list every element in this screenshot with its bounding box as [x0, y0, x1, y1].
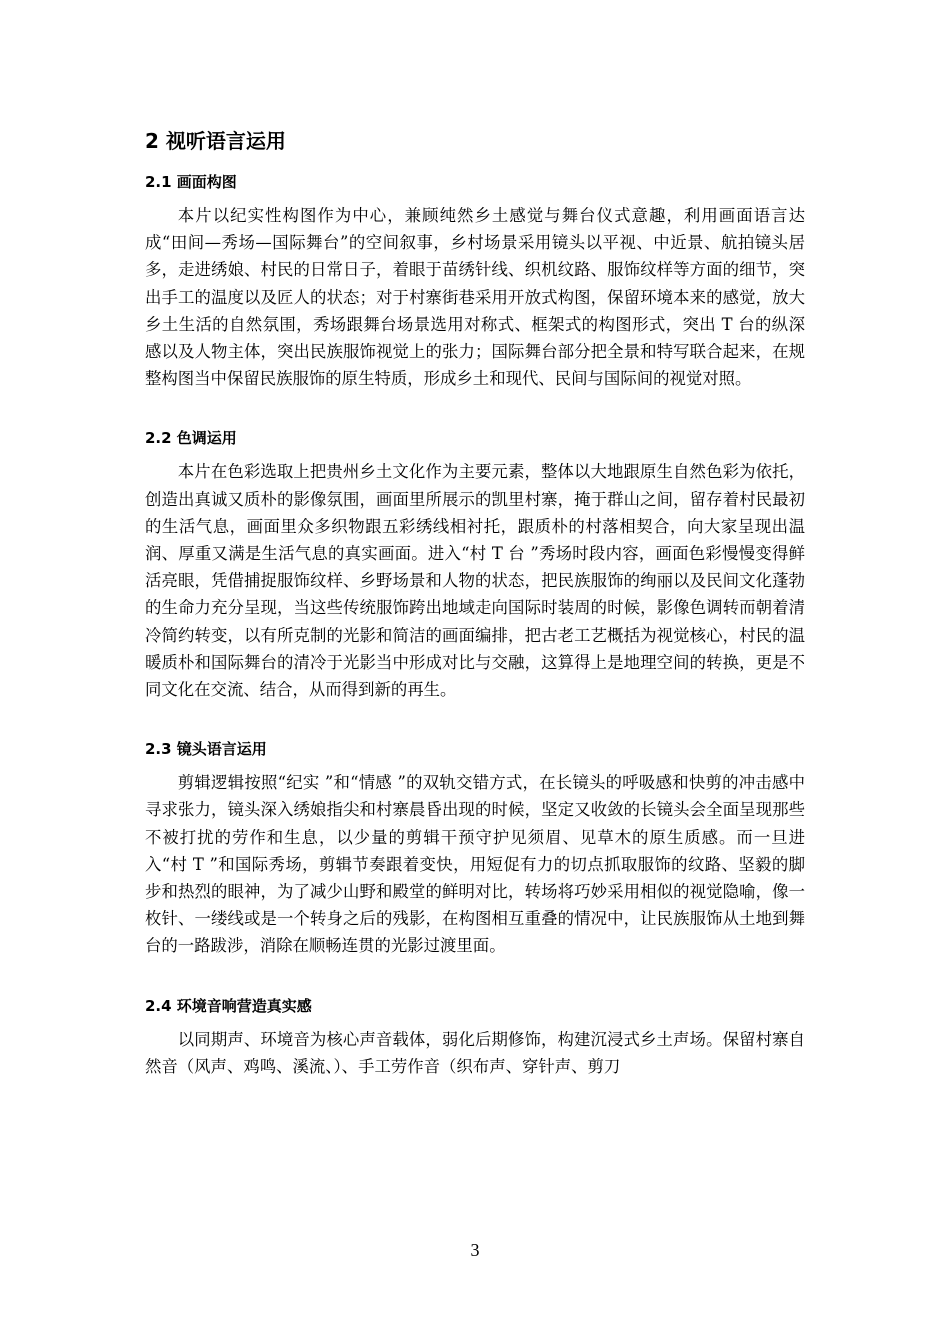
subsection-heading-2-2: 2.2 色调运用: [145, 429, 237, 448]
spacer: [145, 703, 805, 737]
paragraph-2-1: 本片以纪实性构图作为中心，兼顾纯然乡土感觉与舞台仪式意趣，利用画面语言达成“田间—秀场—国际舞台”的空间叙事，乡村场景采用镜头以平视、中近景、航拍镜头居多，走进绣娘、村民的日常日子，着眼于苗绣针线、织机纹路、服饰纹样等方面的细节，突出手工的温度以及匠人的状态；对于村寨街巷采用开放式构图，保留环境本来的感觉，放大乡土生活的自然氛围，秀场跟舞台场景选用对称式、框架式的构图形式，突出 T 台的纵深感以及人物主体，突出民族服饰视觉上的张力；国际舞台部分把全景和特写联合起来，在规整构图当中保留民族服饰的原生特质，形成乡土和现代、民间与国际间的视觉对照。: [145, 206, 805, 389]
section-title: 2 视听语言运用: [145, 129, 286, 153]
page-number: 3: [470, 1240, 480, 1260]
subsection-heading-2-1: 2.1 画面构图: [145, 173, 237, 191]
subsection-heading-2-3: 2.3 镜头语言运用: [145, 740, 267, 759]
paragraph-2-2: 本片在色彩选取上把贵州乡土文化作为主要元素，整体以大地跟原生自然色彩为依托，创造出真诚又质朴的影像氛围，画面里所展示的凯里村寨，掩于群山之间，留存着村民最初的生活气息，画面里众多织物跟五彩绣线相衬托，跟质朴的村落相契合，向大家呈现出温润、厚重又满是生活气息的真实画面。进入“村 T 台 ”秀场时段内容，画面色彩慢慢变得鲜活亮眼，凭借捕捉服饰纹样、乡野场景和人物的状态，把民族服饰的绚丽以及民间文化蓬勃的生命力充分呈现，当这些传统服饰跨出地域走向国际时装周的时候，影像色调转而朝着清冷简约转变，以有所克制的光影和简洁的画面编排，把古老工艺概括为视觉核心，村民的温暖质朴和国际舞台的清冷于光影当中形成对比与交融，这算得上是地理空间的转换，更是不同文化在交流、结合，从而得到新的再生。: [145, 462, 805, 700]
paragraph-2-3: 剪辑逻辑按照“纪实 ”和“情感 ”的双轨交错方式，在长镜头的呼吸感和快剪的冲击感中寻求张力，镜头深入绣娘指尖和村寨晨昏出现的时候，坚定又收敛的长镜头会全面呈现那些不被打扰的劳作和生息，以少量的剪辑干预守护见须眉、见草木的原生质感。而一旦进入“村 T ”和国际秀场，剪辑节奏跟着变快，用短促有力的切点抓取服饰的纹路、坚毅的脚步和热烈的眼神，为了减少山野和殿堂的鲜明对比，转场将巧妙采用相似的视觉隐喻，像一枚针、一缕线或是一个转身之后的残影，在构图相互重叠的情况中，让民族服饰从土地到舞台的一路跋涉，消除在顺畅连贯的光影过渡里面。: [145, 773, 805, 956]
subsection-heading-2-4: 2.4 环境音响营造真实感: [145, 996, 312, 1015]
spacer: [145, 960, 805, 994]
paragraph-2-4: 以同期声、环境音为核心声音载体，弱化后期修饰，构建沉浸式乡土声场。保留村寨自然音（风声、鸡鸣、溪流、）、手工劳作音（织布声、穿针声、剪刀: [145, 1029, 805, 1076]
page-content: [145, 126, 805, 1080]
spacer: [145, 392, 805, 426]
